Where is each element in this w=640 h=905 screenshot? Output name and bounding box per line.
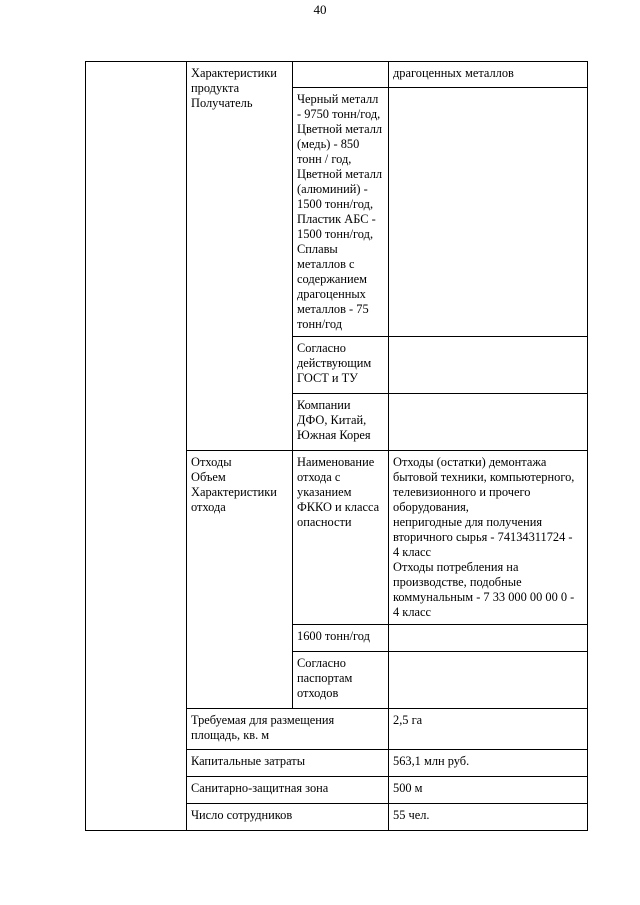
left-empty-column [86, 62, 187, 831]
project-characteristics-table [85, 61, 588, 831]
waste-name-label: Наименование отхода с указанием ФККО и класса опасности [293, 451, 389, 625]
waste-label: Отходы Объем Характеристики отхода [187, 451, 293, 709]
product-characteristics-label: Характеристики продукта Получатель [187, 62, 293, 451]
waste-volume-cell: 1600 тонн/год [293, 625, 389, 652]
empty-cell [293, 62, 389, 88]
waste-description-cell: Отходы (остатки) демонтажа бытовой техники, компьютерного, телевизионного и прочего оборудования, непригодные для получения вторичного сырья - 74134311724 - 4 класс Отходы потребления на производстве, подобные коммунальным - 7 33 000 00 00 0 - 4 класс [389, 451, 588, 625]
empty-cell [389, 394, 588, 451]
staff-count-value: 55 чел. [389, 804, 588, 831]
area-value: 2,5 га [389, 709, 588, 750]
page-number: 40 [313, 2, 327, 17]
area-label: Требуемая для размещения площадь, кв. м [187, 709, 389, 750]
product-standards-cell: Согласно действующим ГОСТ и ТУ [293, 337, 389, 394]
empty-cell [389, 88, 588, 337]
product-volumes-cell: Черный металл - 9750 тонн/год, Цветной металл (медь) - 850 тонн / год, Цветной металл (алюминий) - 1500 тонн/год, Пластик АБС - 1500 тонн/год, Сплавы металлов с содержанием драгоценных металлов - 75 тонн/год [293, 88, 389, 337]
table-row [86, 62, 588, 88]
capex-label: Капитальные затраты [187, 750, 389, 777]
empty-cell [389, 652, 588, 709]
empty-cell [389, 337, 588, 394]
empty-cell [389, 625, 588, 652]
precious-metals-text: драгоценных металлов [389, 62, 588, 88]
staff-count-label: Число сотрудников [187, 804, 389, 831]
capex-value: 563,1 млн руб. [389, 750, 588, 777]
waste-passport-cell: Согласно паспортам отходов [293, 652, 389, 709]
sanitary-zone-value: 500 м [389, 777, 588, 804]
product-recipients-cell: Компании ДФО, Китай, Южная Корея [293, 394, 389, 451]
sanitary-zone-label: Санитарно-защитная зона [187, 777, 389, 804]
